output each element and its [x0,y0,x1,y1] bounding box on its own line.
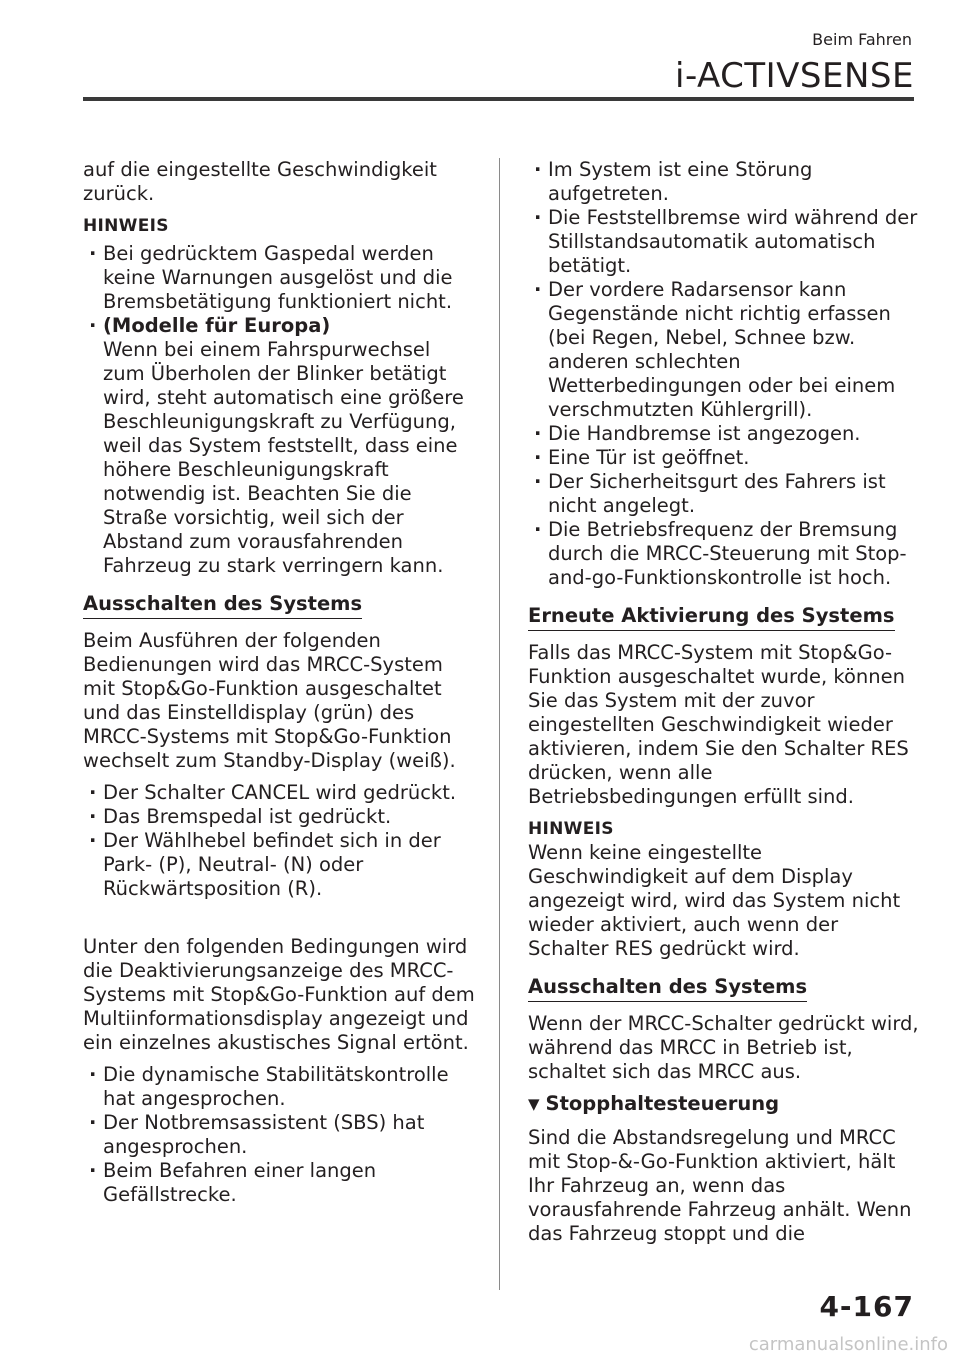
paragraph: auf die eingestellte Geschwindigkeit zurück. [83,158,437,205]
column-divider [499,158,500,1290]
note-text: Wenn bei einem Fahrspurwechsel zum Überholen der Blinker betätigt wird, steht automatisch eine größere Beschleunigungskraft zu Verfügung, weil das System feststellt, dass eine höhere Beschleunigungskraft notwendig ist. Beachten Sie die Straße vorsichtig, weil sich der Abstand zum vorausfahrenden Fahrzeug zu stark verringern kann. [103,338,464,577]
header-chapter-title: i-ACTIVSENSE [675,56,914,96]
list-item: · Der Schalter CANCEL wird gedrückt. [83,781,475,805]
watermark: carmanualsonline.info [748,1334,948,1355]
note-block [83,214,475,578]
section-heading: Erneute Aktivierung des Systems [528,604,895,631]
bullet-list [83,1063,475,1207]
list-item: · Bei gedrücktem Gaspedal werden keine Warnungen ausgelöst und die Bremsbetätigung funktioniert nicht. [83,242,475,314]
list-item: · Im System ist eine Störung aufgetreten. [528,158,920,206]
bullet-list [83,781,475,901]
list-item: · Die dynamische Stabilitätskontrolle hat angesprochen. [83,1063,475,1111]
note-text: Wenn keine eingestellte Geschwindigkeit auf dem Display angezeigt wird, wird das System nicht wieder aktiviert, auch wenn der Schalter RES gedrückt wird. [528,841,901,960]
header-rule [83,97,914,101]
section-heading: Ausschalten des Systems [83,592,362,619]
note-block [528,817,920,961]
list-item: · Beim Befahren einer langen Gefällstrecke. [83,1159,475,1207]
triangle-down-icon: ▼ [528,1095,540,1113]
right-column [528,158,920,1254]
paragraph: Wenn der MRCC-Schalter gedrückt wird, während das MRCC in Betrieb ist, schaltet sich das MRCC aus. [528,1012,919,1083]
list-item: · Der Sicherheitsgurt des Fahrers ist nicht angelegt. [528,470,920,518]
note-title: HINWEIS [528,819,614,839]
list-item: · Der Wählhebel befindet sich in der Park- (P), Neutral- (N) oder Rückwärtsposition (R). [83,829,475,901]
left-column [83,158,475,1215]
list-item [83,314,475,578]
note-title: HINWEIS [83,216,169,236]
subsection-heading [528,1092,920,1116]
paragraph: Beim Ausführen der folgenden Bedienungen wird das MRCC-System mit Stop&Go-Funktion ausgeschaltet und das Einstelldisplay (grün) des MRCC-Systems mit Stop&Go-Funktion wechselt zum Standby-Display (weiß). [83,629,456,772]
list-item: · Das Bremspedal ist gedrückt. [83,805,475,829]
list-item: · Der vordere Radarsensor kann Gegenstände nicht richtig erfassen (bei Regen, Nebel, Schnee bzw. anderen schlechten Wetterbedingungen oder bei einem verschmutzten Kühlergrill). [528,278,920,422]
header-section-label: Beim Fahren [812,30,912,49]
list-item: · Eine Tür ist geöffnet. [528,446,920,470]
spacer [83,909,475,935]
list-item: · Der Notbremsassistent (SBS) hat angesprochen. [83,1111,475,1159]
subsection-title: Stopphaltesteuerung [545,1092,780,1115]
bullet-list [528,158,920,590]
paragraph: Falls das MRCC-System mit Stop&Go-Funktion ausgeschaltet wurde, können Sie das System mit der zuvor eingestellten Geschwindigkeit wieder aktivieren, indem Sie den Schalter RES drücken, wenn alle Betriebsbedingungen erfüllt sind. [528,641,909,808]
list-item: · Die Betriebsfrequenz der Bremsung durch die MRCC-Steuerung mit Stop-and-go-Funktionskontrolle ist hoch. [528,518,920,590]
paragraph: Unter den folgenden Bedingungen wird die Deaktivierungsanzeige des MRCC-Systems mit Stop&Go-Funktion auf dem Multiinformationsdisplay angezeigt und ein einzelnes akustisches Signal ertönt. [83,935,475,1054]
section-heading: Ausschalten des Systems [528,975,807,1002]
paragraph: Sind die Abstandsregelung und MRCC mit Stop-&-Go-Funktion aktiviert, hält Ihr Fahrzeug an, wenn das vorausfahrende Fahrzeug anhält. Wenn das Fahrzeug stoppt und die [528,1126,912,1245]
note-list [83,242,475,578]
list-item: · Die Handbremse ist angezogen. [528,422,920,446]
list-item: · Die Feststellbremse wird während der Stillstandsautomatik automatisch betätigt. [528,206,920,278]
note-bold-heading: (Modelle für Europa) [103,314,331,337]
page-number: 4-167 [819,1290,914,1323]
